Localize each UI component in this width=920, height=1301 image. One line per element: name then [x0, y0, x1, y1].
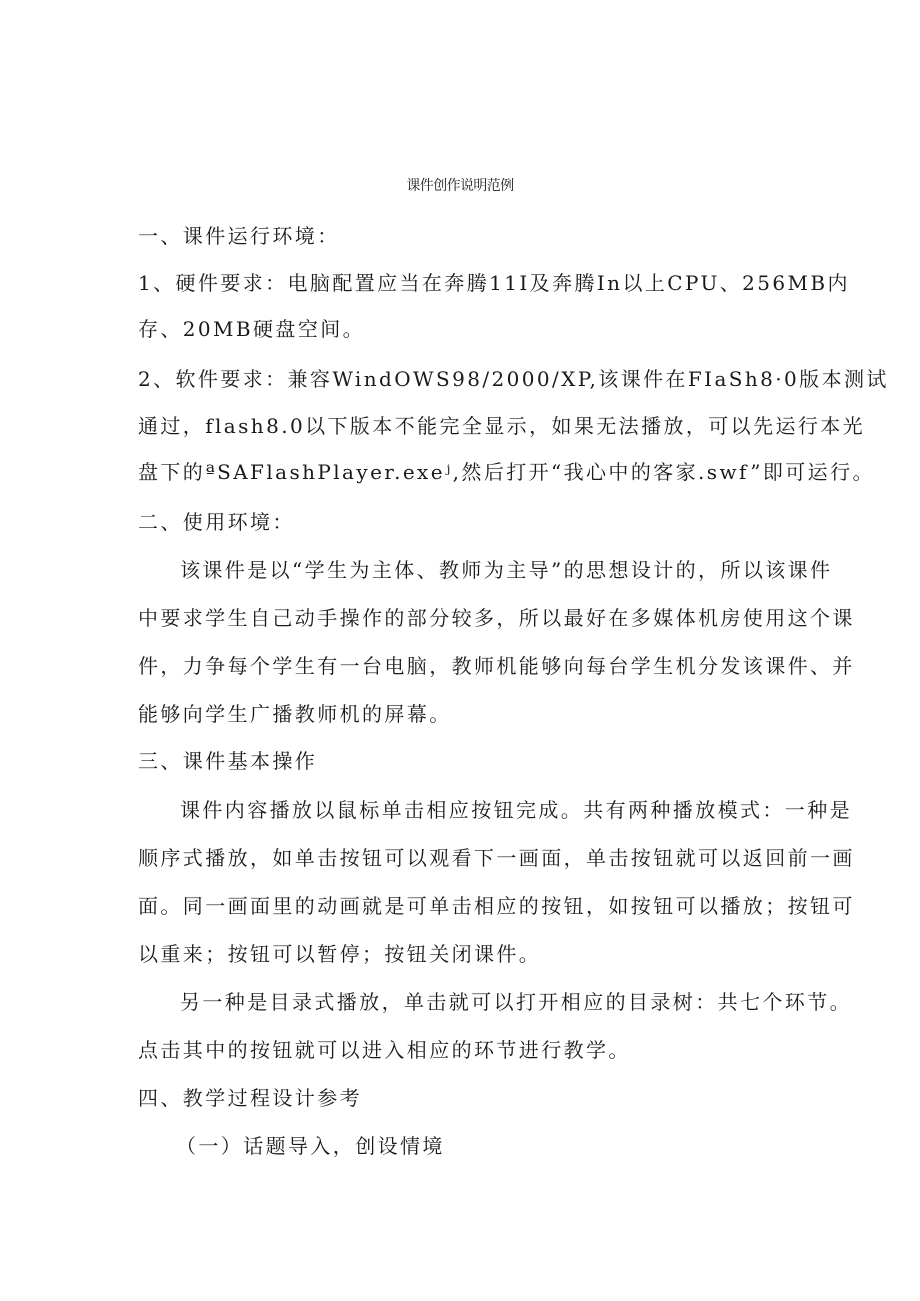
paragraph-line: 顺序式播放，如单击按钮可以观看下一画面，单击按钮就可以返回前一画: [138, 846, 855, 870]
paragraph-line: 2、软件要求：兼容WindOWS98/2000/XP,该课件在FIaSh8·0版本测试: [138, 367, 889, 391]
paragraph-line: 中要求学生自己动手操作的部分较多，所以最好在多媒体机房使用这个课: [138, 606, 855, 630]
section-heading-teaching-process: 四、教学过程设计参考: [138, 1086, 362, 1110]
paragraph-line: 点击其中的按钮就可以进入相应的环节进行教学。: [138, 1038, 631, 1062]
paragraph-line: 通过，flash8.0以下版本不能完全显示，如果无法播放，可以先运行本光: [138, 414, 866, 438]
document-title: 课件创作说明范例: [406, 178, 514, 194]
subsection-heading: （一）话题导入，创设情境: [176, 1134, 445, 1158]
section-heading-environment: 一、课件运行环境：: [138, 224, 340, 248]
section-heading-usage: 二、使用环境：: [138, 510, 295, 534]
paragraph-line: 能够向学生广播教师机的屏幕。: [138, 702, 452, 726]
section-heading-operation: 三、课件基本操作: [138, 749, 318, 773]
paragraph-line: 另一种是目录式播放，单击就可以打开相应的目录树：共七个环节。: [180, 990, 852, 1014]
paragraph-line: 盘下的ªSAFlashPlayer.exeʲ,然后打开“我心中的客家.swf”即可运行。: [138, 460, 875, 484]
paragraph-line: 件，力争每个学生有一台电脑，教师机能够向每台学生机分发该课件、并: [138, 654, 855, 678]
paragraph-line: 存、20MB硬盘空间。: [138, 317, 366, 341]
paragraph-line: 以重来；按钮可以暂停；按钮关闭课件。: [138, 942, 542, 966]
paragraph-line: 该课件是以“学生为主体、教师为主导”的思想设计的，所以该课件: [180, 558, 833, 582]
paragraph-line: 面。同一画面里的动画就是可单击相应的按钮，如按钮可以播放；按钮可: [138, 894, 855, 918]
paragraph-line: 课件内容播放以鼠标单击相应按钮完成。共有两种播放模式：一种是: [180, 798, 852, 822]
paragraph-line: 1、硬件要求：电脑配置应当在奔腾11I及奔腾In以上CPU、256MB内: [138, 271, 850, 295]
